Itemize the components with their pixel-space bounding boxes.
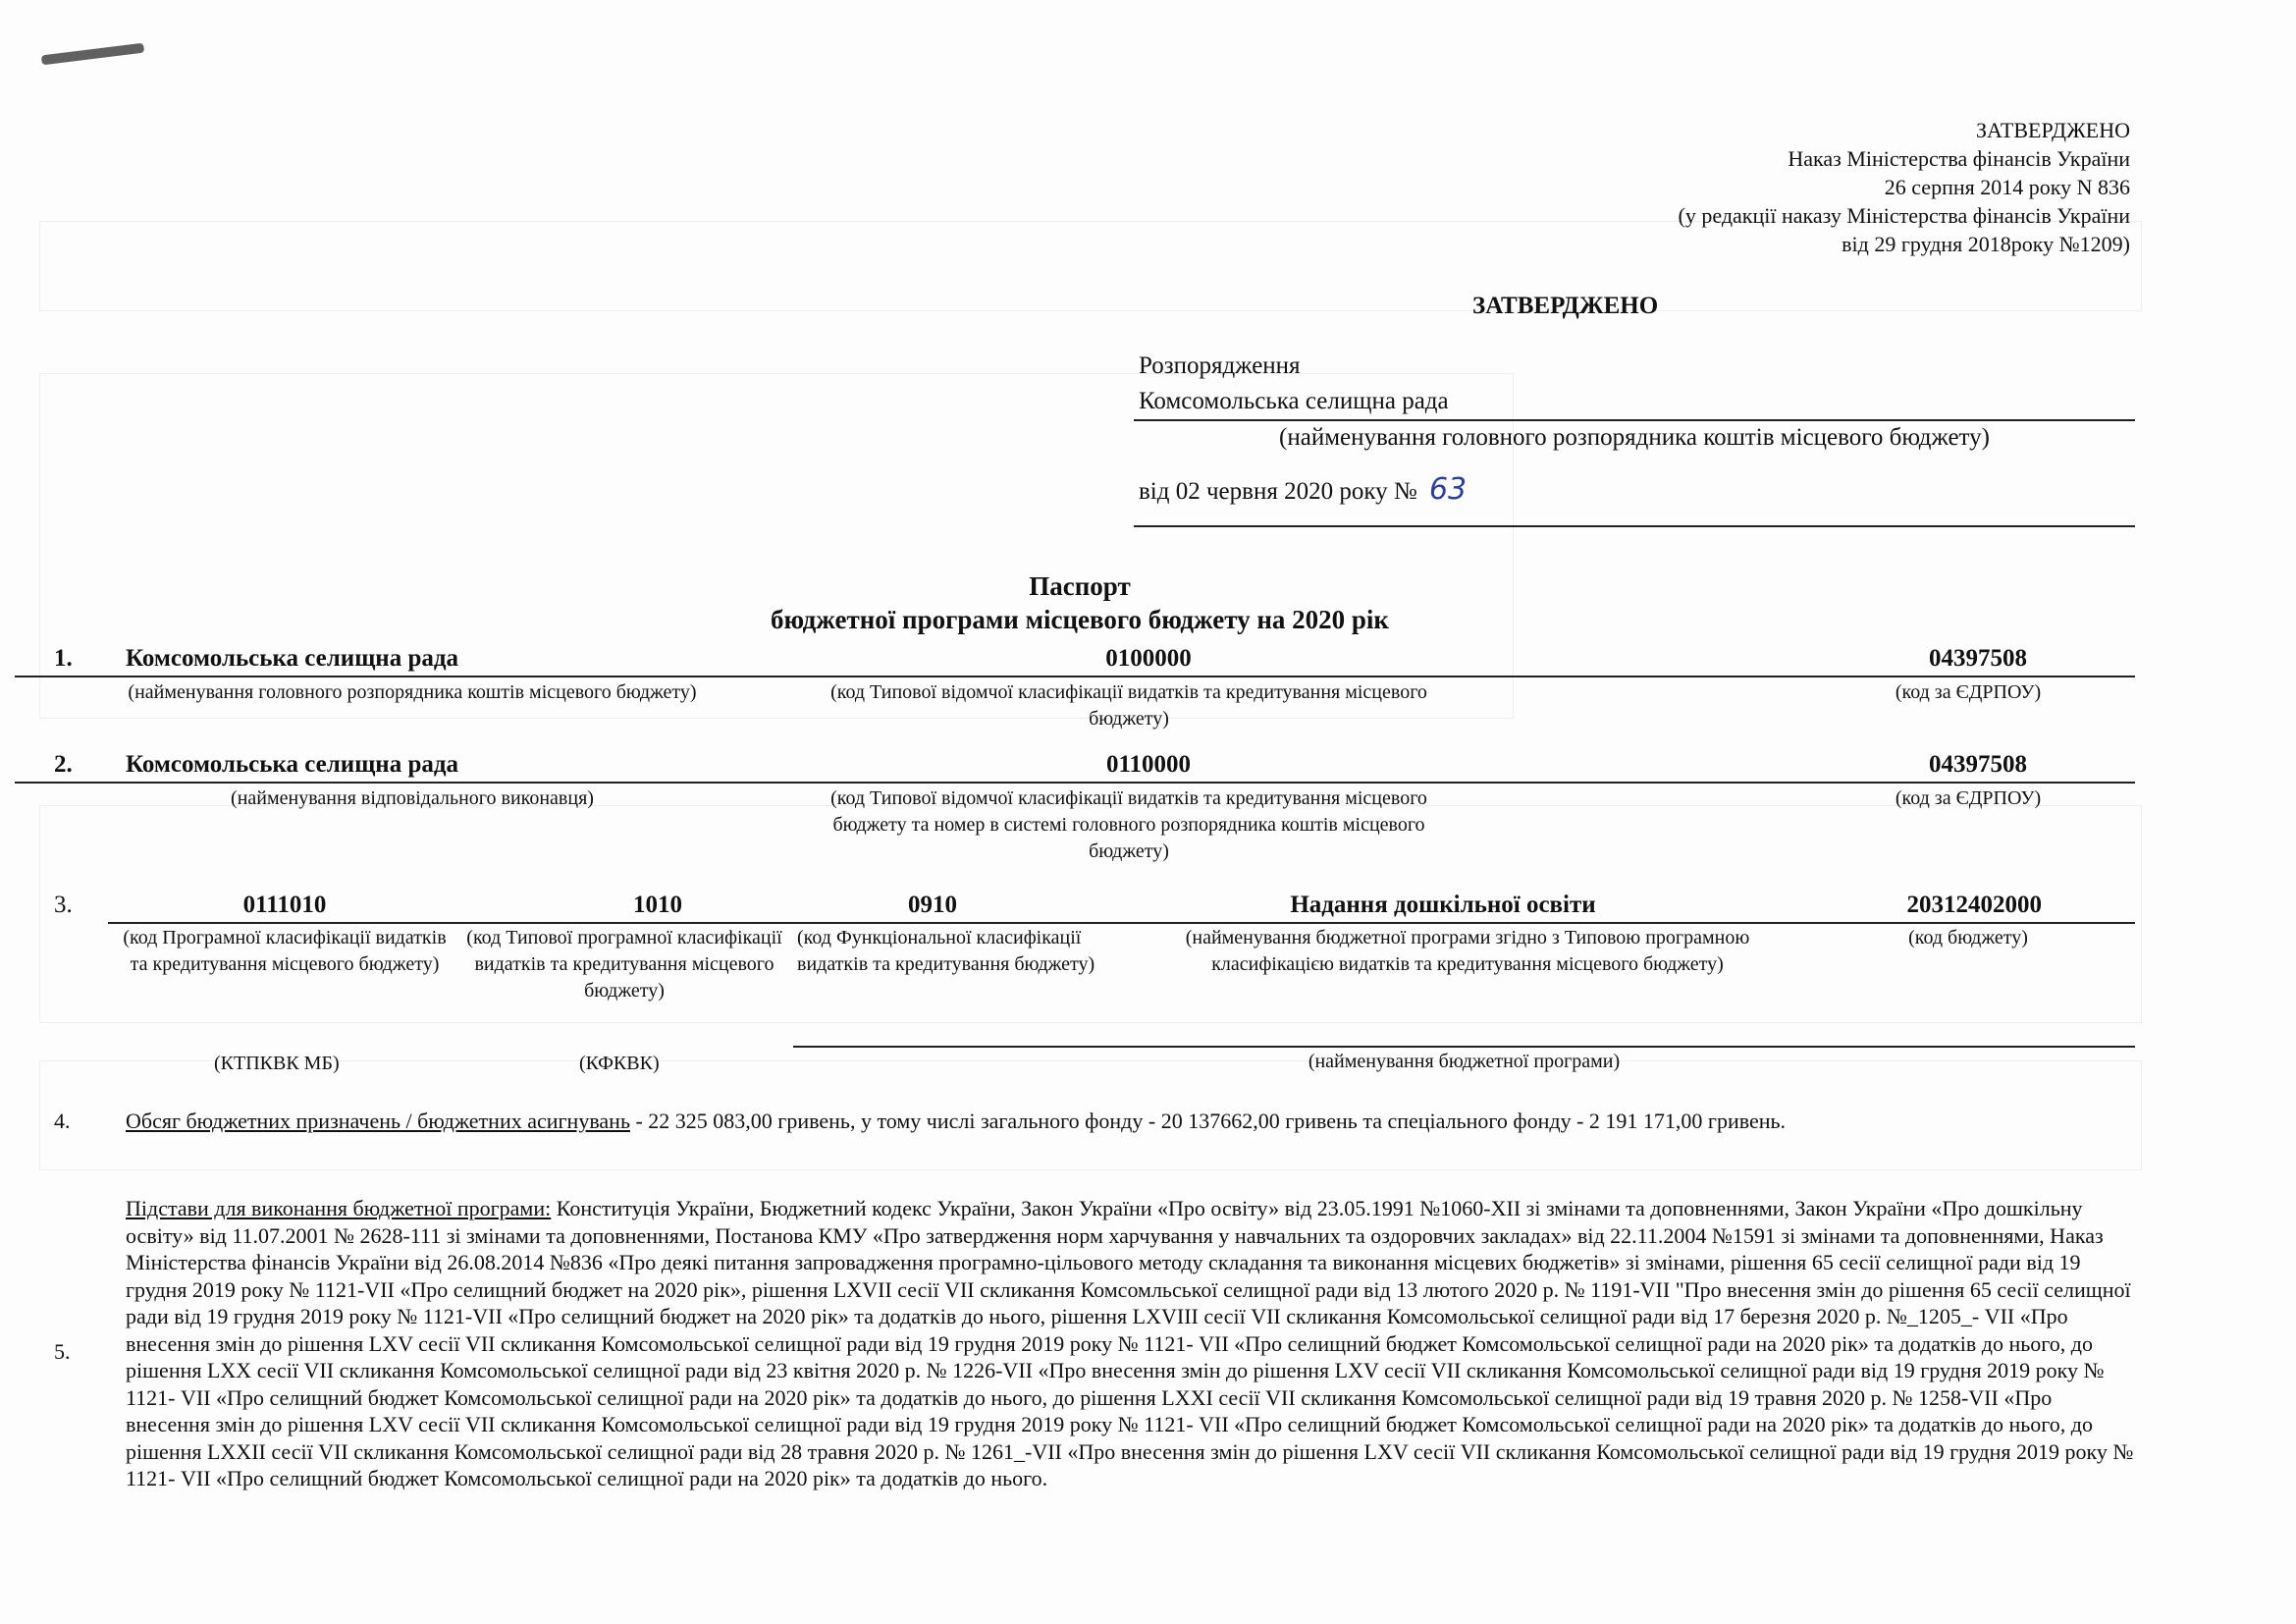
- item5-number: 5.: [54, 1339, 71, 1364]
- document-title: [540, 569, 1620, 636]
- stamp-line: Наказ Міністерства фінансів України: [1788, 146, 2130, 171]
- row2-number: 2.: [54, 751, 73, 778]
- row1-underline: [15, 676, 2135, 677]
- row3-program-caption-2: (найменування бюджетної програми): [1308, 1051, 1621, 1072]
- row2-edrpou: 04397508: [1929, 751, 2027, 778]
- row3-abbr-kfkvk: (КФКВК): [579, 1053, 660, 1074]
- row3-budget-caption: (код бюджету): [1908, 927, 2028, 948]
- row3-abbr-ktpkvk: (КТПКВК МБ): [214, 1053, 340, 1074]
- row3-tpkvk: 1010: [633, 892, 682, 918]
- stamp-line: ЗАТВЕРДЖЕНО: [1975, 118, 2130, 142]
- row3-kfkvk-caption: (код Функціональної класифікації видатків та кредитування бюджету): [797, 927, 1095, 975]
- row1-edrpou: 04397508: [1929, 645, 2027, 672]
- stamp-line: від 29 грудня 2018року №1209): [1842, 232, 2130, 256]
- row2-code: 0110000: [1105, 751, 1192, 778]
- approval-org: Комсомольська селищна рада: [1139, 388, 1449, 414]
- pen-mark: [41, 43, 144, 66]
- title-line: Паспорт: [1029, 571, 1131, 601]
- row1-code: 0100000: [1105, 645, 1192, 672]
- approval-date-text: від 02 червня 2020 року №: [1139, 478, 1417, 505]
- stamp-line: (у редакції наказу Міністерства фінансів України: [1678, 203, 2130, 228]
- item4-lead: Обсяг бюджетних призначень / бюджетних асигнувань: [126, 1109, 630, 1133]
- handwritten-number: 63: [1428, 472, 1468, 507]
- item4-body: - 22 325 083,00 гривень, у тому числі загального фонду - 20 137662,00 гривень та спеціального фонду - 2 191 171,00 гривень.: [629, 1109, 1787, 1133]
- row3-program-name: Надання дошкільної освіти: [1290, 892, 1596, 918]
- row3-program-caption: (найменування бюджетної програми згідно з Типовою програмною класифікацією видатків та кредитування місцевого бюджету): [1185, 927, 1750, 975]
- item4-text: [126, 1107, 2138, 1135]
- row2-name: Комсомольська селищна рада: [126, 751, 459, 778]
- approval-org-caption: (найменування головного розпорядника коштів місцевого бюджету): [1279, 424, 1990, 451]
- row3-tpkvk-caption: (код Типової програмної класифікації видатків та кредитування місцевого бюджету): [466, 927, 782, 1001]
- stamp-line: 26 серпня 2014 року N 836: [1884, 175, 2130, 199]
- item5-text: [126, 1195, 2138, 1492]
- row3-budget-code: 20312402000: [1906, 892, 2042, 918]
- row1-number: 1.: [54, 645, 73, 672]
- row3-kfkvk: 0910: [908, 892, 957, 918]
- approval-date: [1139, 474, 1467, 508]
- approval-title: ЗАТВЕРДЖЕНО: [1472, 293, 1659, 319]
- row2-name-caption: (найменування відповідального виконавця): [231, 787, 594, 809]
- decree-label: Розпорядження: [1139, 352, 1301, 379]
- row3-ktpkvk: 0111010: [242, 892, 327, 918]
- item4-number: 4.: [54, 1109, 71, 1133]
- row2-underline: [15, 782, 2135, 784]
- row1-edrpou-caption: (код за ЄДРПОУ): [1895, 681, 2042, 703]
- row3-program-line: [793, 1046, 2135, 1048]
- underline: [1134, 525, 2135, 527]
- item5-body: Конституція України, Бюджетний кодекс України, Закон України «Про освіту» від 23.05.1991 №1060-XII зі змінами та доповненнями, Закон України «Про дошкільну освіту» від 11.07.2001 № 2628-111 зі змінами та доповненнями, Постанова КМУ «Про затвердження норм харчування у навчальних та оздоровчих закладах» від 22.11.2004 №1591 зі змінами та доповненнями, Наказ Міністерства фінансів України від 26.08.2014 №836 «Про деякі питання запровадження програмно-цільового методу складання та виконання місцевих бюджетів» зі змінами, рішення 65 сесії селищної ради від 19 грудня 2019 року № 1121-VII «Про селищний бюджет на 2020 рік», рішення LXVII сесії VII скликання Комсомльської селищної ради від 13 лютого 2020 р. № 1191-VII "Про внесення змін до рішення 65 сесії селищної ради від 19 грудня 2019 року № 1121-VII «Про селищний бюджет на 2020 рік» та додатків до нього, рішення LXVIII сесії VII скликання Комсомольської селищної ради від 17 березня 2020 р. №_1205_- VII «Про внесення змін до рішення LXV сесії VII скликання Комсомольської селищної ради від 19 грудня 2019 року № 1121- VII «Про селищний бюджет Комсомольської селищної ради на 2020 рік» та додатків до нього, до рішення LXX сесії VII скликання Комсомольської селищної ради від 23 квітня 2020 р. № 1226-VII «Про внесення змін до рішення LXV сесії VII скликання Комсомольської селищної ради від 19 грудня 2019 року № 1121- VII «Про селищний бюджет Комсомольської селищної ради на 2020 рік» та додатків до нього, до рішення LXXI сесії VII скликання Комсомольської селищної ради від 19 травня 2020 р. № 1258-VII «Про внесення змін до рішення LXV сесії VII скликання Комсомольської селищної ради від 19 грудня 2019 року № 1121- VII «Про селищний бюджет Комсомольської селищної ради на 2020 рік» та додатків до нього, до рішення LXXII сесії VII скликання Комсомольської селищної ради від 28 травня 2020 р. № 1261_-VII «Про внесення змін до рішення LXV сесії VII скликання Комсомольської селищної ради від 19 грудня 2019 року № 1121- VII «Про селищний бюджет Комсомольської селищної ради на 2020 рік» та додатків до нього.: [126, 1196, 2134, 1490]
- row1-name: Комсомольська селищна рада: [126, 645, 459, 672]
- row2-edrpou-caption: (код за ЄДРПОУ): [1895, 787, 2042, 809]
- row3-ktpkvk-caption: (код Програмної класифікації видатків та кредитування місцевого бюджету): [123, 927, 447, 975]
- row2-code-caption: (код Типової відомчої класифікації видатків та кредитування місцевого бюджету та номер в системі головного розпорядника коштів місцевого бюджету): [830, 787, 1427, 862]
- row1-code-caption: (код Типової відомчої класифікації видатків та кредитування місцевого бюджету): [830, 681, 1427, 730]
- underline: [1134, 419, 2135, 421]
- row3-number: 3.: [54, 892, 73, 918]
- row3-underline: [108, 922, 2135, 924]
- item5-lead: Підстави для виконання бюджетної програми:: [126, 1196, 552, 1220]
- row1-name-caption: (найменування головного розпорядника коштів місцевого бюджету): [128, 681, 697, 703]
- approval-stamp: [1472, 116, 2130, 258]
- title-line: бюджетної програми місцевого бюджету на 2020 рік: [771, 605, 1389, 634]
